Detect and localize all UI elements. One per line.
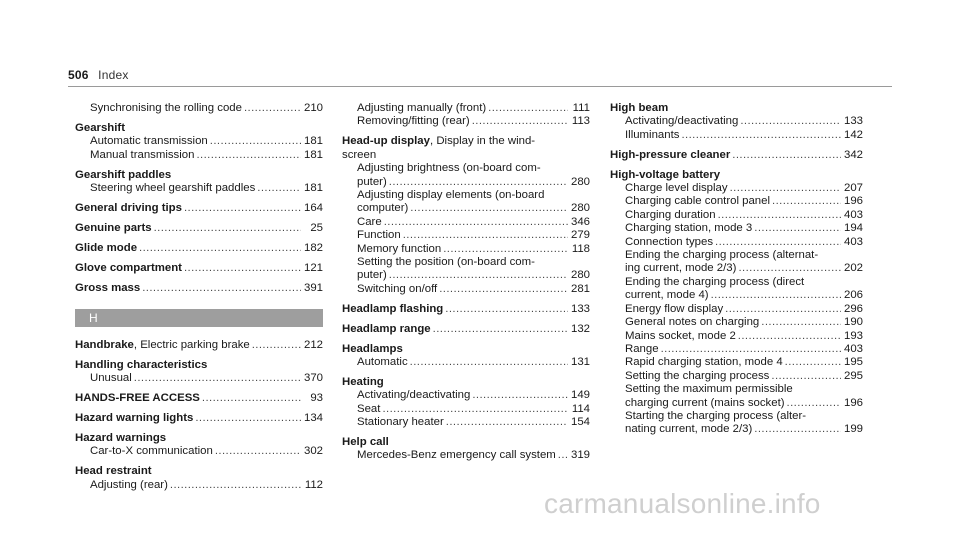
index-subentry xyxy=(75,149,323,162)
index-entry xyxy=(75,169,323,196)
leader-dots xyxy=(170,479,301,492)
page-ref: 346 xyxy=(570,215,590,228)
subentry-text: Switching on/off xyxy=(357,282,438,295)
index-entry xyxy=(610,169,863,437)
leader-dots xyxy=(142,282,301,295)
leader-dots xyxy=(732,149,841,162)
index-entry xyxy=(342,303,590,316)
leader-dots xyxy=(558,449,568,462)
index-heading: Glove compartment xyxy=(75,261,182,274)
index-subentry xyxy=(610,397,863,410)
leader-dots xyxy=(730,182,841,195)
index-heading-line xyxy=(75,242,323,255)
index-subentry xyxy=(610,330,863,343)
index-subentry xyxy=(342,216,590,229)
index-subentry xyxy=(342,102,590,115)
page-number: 506 xyxy=(68,68,89,82)
page-ref: 132 xyxy=(570,322,590,335)
subentry-text: Stationary heater xyxy=(357,416,444,429)
leader-dots xyxy=(445,303,568,316)
index-heading-line xyxy=(342,436,590,449)
index-subentry xyxy=(75,135,323,148)
index-entry xyxy=(342,436,590,463)
index-heading: HANDS-FREE ACCESS xyxy=(75,392,200,405)
leader-dots xyxy=(252,339,301,352)
index-heading: High-pressure cleaner xyxy=(610,148,731,161)
index-heading: Head-up display xyxy=(342,135,430,148)
page-ref: 181 xyxy=(303,135,323,148)
index-entries-h xyxy=(75,339,323,492)
leader-dots xyxy=(439,283,568,296)
header-rule xyxy=(68,86,892,87)
index-subentry xyxy=(610,115,863,128)
subentry-text: Charging duration xyxy=(625,208,716,221)
index-heading-line xyxy=(75,169,323,182)
leader-dots xyxy=(139,242,301,255)
index-subentry xyxy=(610,303,863,316)
leader-dots xyxy=(488,102,568,115)
index-entry xyxy=(342,376,590,430)
index-subentry xyxy=(75,102,323,115)
index-entry xyxy=(75,102,323,115)
index-entry xyxy=(75,122,323,162)
page-ref: 295 xyxy=(843,369,863,382)
page-ref: 113 xyxy=(571,115,590,128)
index-entry xyxy=(610,102,863,142)
index-heading-line xyxy=(342,135,590,148)
index-subentry xyxy=(75,372,323,385)
index-heading-line xyxy=(610,102,863,115)
index-subentry xyxy=(610,129,863,142)
index-heading: Headlamps xyxy=(342,342,403,355)
leader-dots xyxy=(661,343,841,356)
page-ref: 112 xyxy=(304,478,323,491)
index-heading-line xyxy=(75,392,323,405)
index-subentry xyxy=(610,262,863,275)
subentry-text: Charge level display xyxy=(625,182,728,195)
leader-dots xyxy=(740,115,841,128)
index-heading-line xyxy=(75,465,323,478)
leader-dots xyxy=(754,423,841,436)
index-entry xyxy=(342,135,590,296)
index-subentry xyxy=(342,202,590,215)
index-heading-line xyxy=(342,343,590,356)
index-entry xyxy=(75,465,323,492)
subentry-text: nating current, mode 2/3) xyxy=(625,423,753,436)
index-entry xyxy=(75,242,323,255)
index-entry xyxy=(342,343,590,370)
page-ref: 342 xyxy=(843,148,863,161)
page-ref: 121 xyxy=(303,261,323,274)
index-heading-line xyxy=(75,262,323,275)
subentry-text: Adjusting brightness (on-board com- xyxy=(357,162,541,175)
heading-qualifier: , Electric parking brake xyxy=(133,338,250,351)
page-ref: 133 xyxy=(843,115,863,128)
page-ref: 403 xyxy=(843,235,863,248)
index-heading-line xyxy=(610,149,863,162)
heading-qualifier: , Display in the wind- xyxy=(429,135,536,148)
page-ref: 391 xyxy=(303,281,323,294)
subentry-text: screen xyxy=(342,148,377,161)
leader-dots xyxy=(772,195,841,208)
index-heading-line xyxy=(75,202,323,215)
index-heading: Genuine parts xyxy=(75,221,152,234)
index-subentry xyxy=(610,195,863,208)
page-ref: 202 xyxy=(843,262,863,275)
index-subentry xyxy=(610,209,863,222)
page-ref: 93 xyxy=(310,392,323,405)
index-subentry xyxy=(342,149,590,162)
page-ref: 199 xyxy=(843,423,863,436)
page-ref: 142 xyxy=(843,128,863,141)
page-ref: 25 xyxy=(310,221,323,234)
leader-dots xyxy=(154,222,301,235)
subentry-text: Mains socket, mode 2 xyxy=(625,329,736,342)
page-ref: 210 xyxy=(303,102,323,114)
index-subentry xyxy=(342,229,590,242)
subentry-text: Setting the maximum permissible xyxy=(625,383,793,396)
page-header xyxy=(68,68,129,82)
subentry-text: Automatic transmission xyxy=(90,135,208,148)
subentry-text: Starting the charging process (alter- xyxy=(625,409,807,422)
leader-dots xyxy=(472,389,568,402)
subentry-text: Memory function xyxy=(357,242,442,255)
page-ref: 154 xyxy=(570,416,590,429)
page-ref: 280 xyxy=(570,202,590,215)
leader-dots xyxy=(718,209,841,222)
index-subentry xyxy=(342,162,590,175)
index-entry xyxy=(342,323,590,336)
page-ref: 212 xyxy=(303,338,323,351)
subentry-text: Setting the position (on-board com- xyxy=(357,255,535,268)
index-heading: Heating xyxy=(342,375,384,388)
index-column-3 xyxy=(610,102,863,443)
index-column-2 xyxy=(342,102,590,469)
leader-dots xyxy=(215,445,301,458)
leader-dots xyxy=(761,316,841,329)
index-heading: Glide mode xyxy=(75,241,138,254)
index-heading: Hazard warning lights xyxy=(75,412,194,425)
index-entry xyxy=(75,202,323,215)
subentry-text: Seat xyxy=(357,402,381,415)
leader-dots xyxy=(738,262,841,275)
index-entry xyxy=(75,392,323,405)
index-entry xyxy=(75,262,323,275)
leader-dots xyxy=(257,182,301,195)
section-letter-h: H xyxy=(75,309,323,327)
leader-dots xyxy=(433,323,568,336)
index-subentry xyxy=(342,176,590,189)
subentry-text: Unusual xyxy=(90,372,132,385)
page-ref: 118 xyxy=(571,242,590,255)
leader-dots xyxy=(725,303,841,316)
index-subentry xyxy=(610,249,863,262)
page-ref: 206 xyxy=(843,289,863,302)
index-heading: Headlamp flashing xyxy=(342,302,444,315)
page-ref: 194 xyxy=(843,222,863,235)
watermark: carmanualsonline.info xyxy=(544,488,821,519)
leader-dots xyxy=(443,243,568,256)
index-subentry xyxy=(342,416,590,429)
subentry-text: Energy flow display xyxy=(625,302,724,315)
leader-dots xyxy=(389,176,568,189)
page-ref: 196 xyxy=(843,396,863,409)
subentry-text: Mercedes-Benz emergency call system xyxy=(357,449,556,462)
subentry-text: Rapid charging station, mode 4 xyxy=(625,356,783,369)
index-subentry xyxy=(342,283,590,296)
index-subentry xyxy=(342,256,590,269)
page-ref: 279 xyxy=(570,229,590,242)
index-heading-line xyxy=(75,222,323,235)
page-ref: 370 xyxy=(303,372,323,385)
page-ref: 182 xyxy=(303,241,323,254)
index-heading-line xyxy=(75,412,323,425)
index-subentry xyxy=(610,222,863,235)
index-heading: Headlamp range xyxy=(342,322,431,335)
leader-dots xyxy=(403,229,568,242)
page-ref: 111 xyxy=(572,102,590,114)
index-subentry xyxy=(610,316,863,329)
subentry-text: Ending the charging process (alternat- xyxy=(625,249,819,262)
page-ref: 403 xyxy=(843,208,863,221)
page-ref: 296 xyxy=(843,302,863,315)
index-heading: Hazard warnings xyxy=(75,432,167,444)
page-ref: 190 xyxy=(843,316,863,329)
index-subentry xyxy=(610,423,863,436)
subentry-text: Function xyxy=(357,229,401,242)
leader-dots xyxy=(202,392,301,405)
index-heading-line xyxy=(75,359,323,372)
page-ref: 280 xyxy=(570,269,590,282)
subentry-text: Adjusting (rear) xyxy=(90,478,168,491)
page-ref: 181 xyxy=(303,182,323,195)
leader-dots xyxy=(738,330,841,343)
index-entries-g xyxy=(75,102,323,295)
index-subentry xyxy=(342,389,590,402)
subentry-text: current, mode 4) xyxy=(625,289,709,302)
leader-dots xyxy=(410,202,568,215)
subentry-text: Car-to-X communication xyxy=(90,445,213,458)
leader-dots xyxy=(681,129,841,142)
index-heading: Gearshift paddles xyxy=(75,168,172,181)
index-subentry xyxy=(75,445,323,458)
index-subentry xyxy=(610,276,863,289)
index-column-1 xyxy=(75,102,323,499)
index-subentry xyxy=(342,189,590,202)
index-heading: High beam xyxy=(610,102,669,114)
page-ref: 319 xyxy=(570,449,590,462)
page-ref: 193 xyxy=(843,329,863,342)
leader-dots xyxy=(446,416,568,429)
index-entry xyxy=(75,282,323,295)
subentry-text: Automatic xyxy=(357,355,408,368)
index-subentry xyxy=(342,449,590,462)
leader-dots xyxy=(382,403,568,416)
subentry-text: Adjusting display elements (on-board xyxy=(357,188,545,201)
index-heading: Handling characteristics xyxy=(75,358,208,371)
index-heading-line xyxy=(342,303,590,316)
leader-dots xyxy=(184,202,301,215)
page-ref: 195 xyxy=(843,356,863,369)
index-heading: General driving tips xyxy=(75,201,182,214)
page-ref: 114 xyxy=(571,402,590,415)
page-ref: 134 xyxy=(303,412,323,425)
subentry-text: Adjusting manually (front) xyxy=(357,102,487,114)
index-heading-line xyxy=(610,169,863,182)
index-heading-line xyxy=(342,323,590,336)
leader-dots xyxy=(754,222,841,235)
index-heading: High-voltage battery xyxy=(610,168,721,181)
leader-dots xyxy=(787,397,841,410)
subentry-text: Charging station, mode 3 xyxy=(625,222,753,235)
index-entry xyxy=(342,102,590,129)
index-subentry xyxy=(342,115,590,128)
index-subentry xyxy=(610,182,863,195)
index-entry xyxy=(75,222,323,235)
leader-dots xyxy=(184,262,301,275)
page-ref: 280 xyxy=(570,175,590,188)
subentry-text: Activating/deactivating xyxy=(625,115,739,128)
index-heading: Gross mass xyxy=(75,281,141,294)
subentry-text: Connection types xyxy=(625,235,714,248)
index-entry xyxy=(75,359,323,386)
page-ref: 181 xyxy=(303,148,323,161)
index-heading-line xyxy=(75,432,323,445)
subentry-text: computer) xyxy=(357,202,409,215)
index-subentry xyxy=(75,479,323,492)
leader-dots xyxy=(244,102,301,115)
subentry-text: Ending the charging process (direct xyxy=(625,275,805,288)
leader-dots xyxy=(196,149,301,162)
page-ref: 281 xyxy=(570,282,590,295)
index-subentry xyxy=(75,182,323,195)
subentry-text: Removing/fitting (rear) xyxy=(357,115,470,128)
leader-dots xyxy=(210,135,301,148)
index-subentry xyxy=(610,410,863,423)
index-heading-line xyxy=(75,282,323,295)
page-ref: 164 xyxy=(303,201,323,214)
leader-dots xyxy=(711,289,841,302)
index-subentry xyxy=(342,356,590,369)
leader-dots xyxy=(715,236,841,249)
subentry-text: Range xyxy=(625,342,659,355)
index-heading-line xyxy=(75,122,323,135)
subentry-text: Care xyxy=(357,215,382,228)
subentry-text: Charging cable control panel xyxy=(625,195,771,208)
index-heading: Help call xyxy=(342,435,389,448)
index-subentry xyxy=(610,356,863,369)
subentry-text: Steering wheel gearshift paddles xyxy=(90,182,256,195)
page-ref: 149 xyxy=(570,389,590,402)
leader-dots xyxy=(389,269,568,282)
index-subentry xyxy=(610,370,863,383)
index-heading-line xyxy=(75,339,323,352)
page-ref: 196 xyxy=(843,195,863,208)
leader-dots xyxy=(410,356,568,369)
index-entry xyxy=(75,412,323,425)
page-ref: 302 xyxy=(303,445,323,458)
subentry-text: General notes on charging xyxy=(625,316,760,329)
subentry-text: Setting the charging process xyxy=(625,369,770,382)
index-entry xyxy=(75,432,323,459)
index-heading: Gearshift xyxy=(75,121,126,134)
subentry-text: Activating/deactivating xyxy=(357,389,471,402)
index-subentry xyxy=(342,243,590,256)
index-subentry xyxy=(610,236,863,249)
index-subentry xyxy=(342,269,590,282)
page-ref: 207 xyxy=(843,182,863,195)
subentry-text: charging current (mains socket) xyxy=(625,396,785,409)
subentry-text: Synchronising the rolling code xyxy=(90,102,242,114)
index-heading: Handbrake xyxy=(75,338,134,351)
index-heading-line xyxy=(342,376,590,389)
subentry-text: Manual transmission xyxy=(90,148,195,161)
subentry-text: puter) xyxy=(357,175,387,188)
leader-dots xyxy=(384,216,568,229)
index-entry xyxy=(610,149,863,162)
leader-dots xyxy=(771,370,841,383)
leader-dots xyxy=(472,115,568,128)
leader-dots xyxy=(195,412,301,425)
index-subentry xyxy=(610,343,863,356)
subentry-text: puter) xyxy=(357,269,387,282)
index-entry xyxy=(75,339,323,352)
page-title: Index xyxy=(98,68,129,82)
page-ref: 403 xyxy=(843,342,863,355)
subentry-text: Illuminants xyxy=(625,128,680,141)
page-ref: 133 xyxy=(570,302,590,315)
page-ref: 131 xyxy=(570,355,590,368)
index-subentry xyxy=(610,383,863,396)
leader-dots xyxy=(134,372,301,385)
subentry-text: ing current, mode 2/3) xyxy=(625,262,737,275)
index-subentry xyxy=(342,403,590,416)
index-heading: Head restraint xyxy=(75,465,152,478)
index-subentry xyxy=(610,289,863,302)
leader-dots xyxy=(785,356,841,369)
